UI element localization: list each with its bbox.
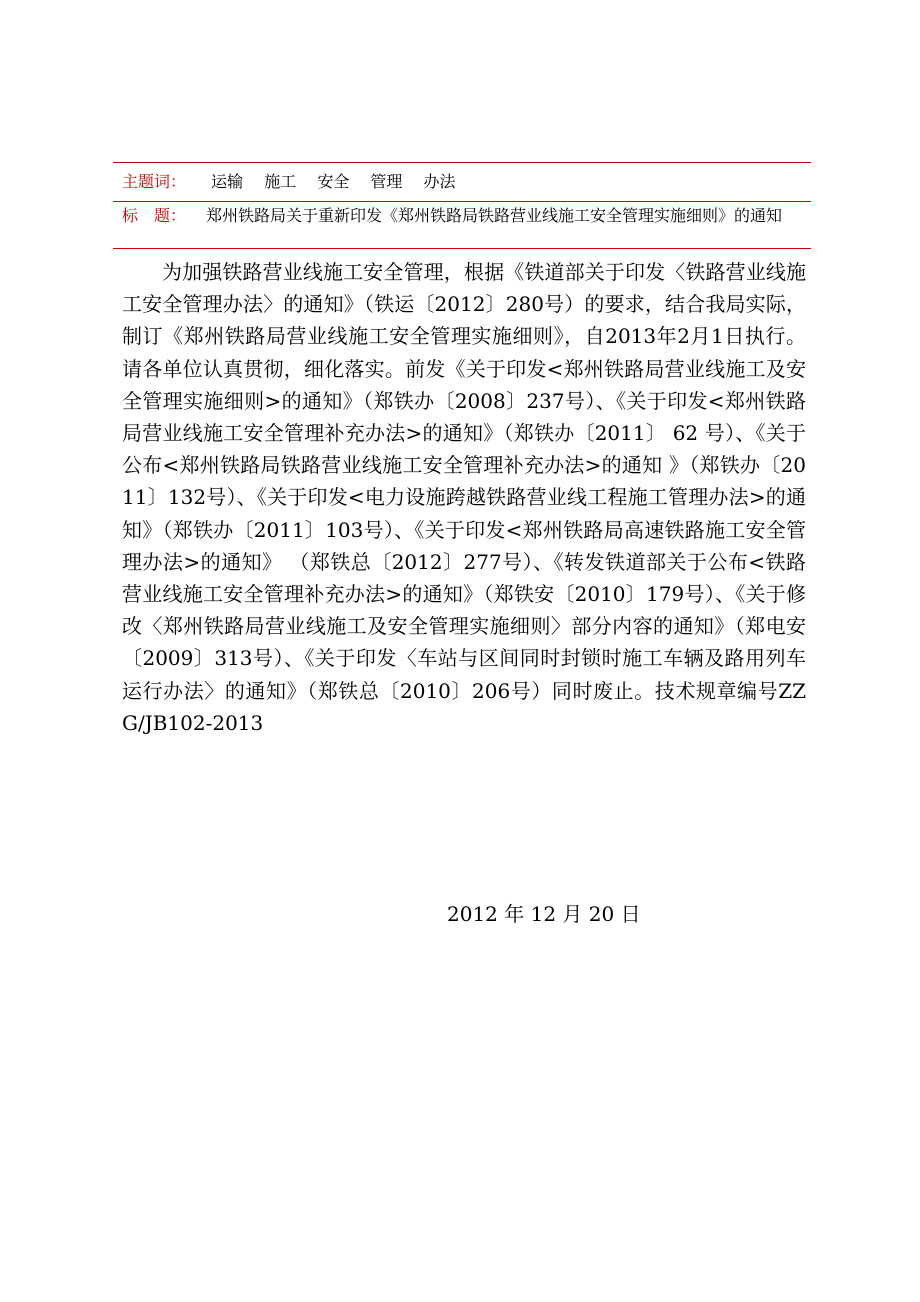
keyword-item: 施工 bbox=[264, 172, 297, 191]
middle-divider bbox=[113, 201, 811, 202]
keyword-item: 管理 bbox=[370, 172, 403, 191]
keyword-item: 办法 bbox=[423, 172, 456, 191]
keyword-item: 安全 bbox=[317, 172, 350, 191]
keywords-row bbox=[122, 172, 812, 192]
document-title: 郑州铁路局关于重新印发《郑州铁路局铁路营业线施工安全管理实施细则》的通知 bbox=[206, 206, 783, 225]
body-paragraph: 为加强铁路营业线施工安全管理，根据《铁道部关于印发〈铁路营业线施工安全管理办法〉的通知》（铁运〔2012〕280号）的要求，结合我局实际，制订《郑州铁路局营业线施工安全管理实施细则》，自2013年2月1日执行。请各单位认真贯彻，细化落实。前发《关于印发<郑州铁路局营业线施工及安全管理实施细则>的通知》（郑铁办〔2008〕237号）、《关于印发<郑州铁路局营业线施工安全管理补充办法>的通知》（郑铁办〔2011〕 62 号）、《关于公布<郑州铁路局铁路营业线施工安全管理补充办法>的通知 》（郑铁办〔2011〕132号）、《关于印发<电力设施跨越铁路营业线工程施工管理办法>的通知》（郑铁办〔2011〕103号）、《关于印发<郑州铁路局高速铁路施工安全管理办法>的通知》 （郑铁总〔2012〕277号）、《转发铁道部关于公布<铁路营业线施工安全管理补充办法>的通知》（郑铁安〔2010〕179号）、《关于修改〈郑州铁路局营业线施工及安全管理实施细则〉部分内容的通知》（郑电安〔2009〕313号）、《关于印发〈车站与区间同时封锁时施工车辆及路用列车运行办法〉的通知》（郑铁总〔2010〕206号）同时废止。技术规章编号ZZG/JB102-2013 bbox=[122, 260, 806, 735]
title-row bbox=[122, 206, 812, 226]
top-divider bbox=[113, 162, 811, 163]
document-date: 2012 年 12 月 20 日 bbox=[447, 902, 641, 926]
keyword-item: 运输 bbox=[211, 172, 244, 191]
keywords-label: 主题词： bbox=[122, 172, 187, 191]
title-label: 标 题： bbox=[122, 206, 187, 225]
bottom-divider bbox=[113, 248, 811, 249]
